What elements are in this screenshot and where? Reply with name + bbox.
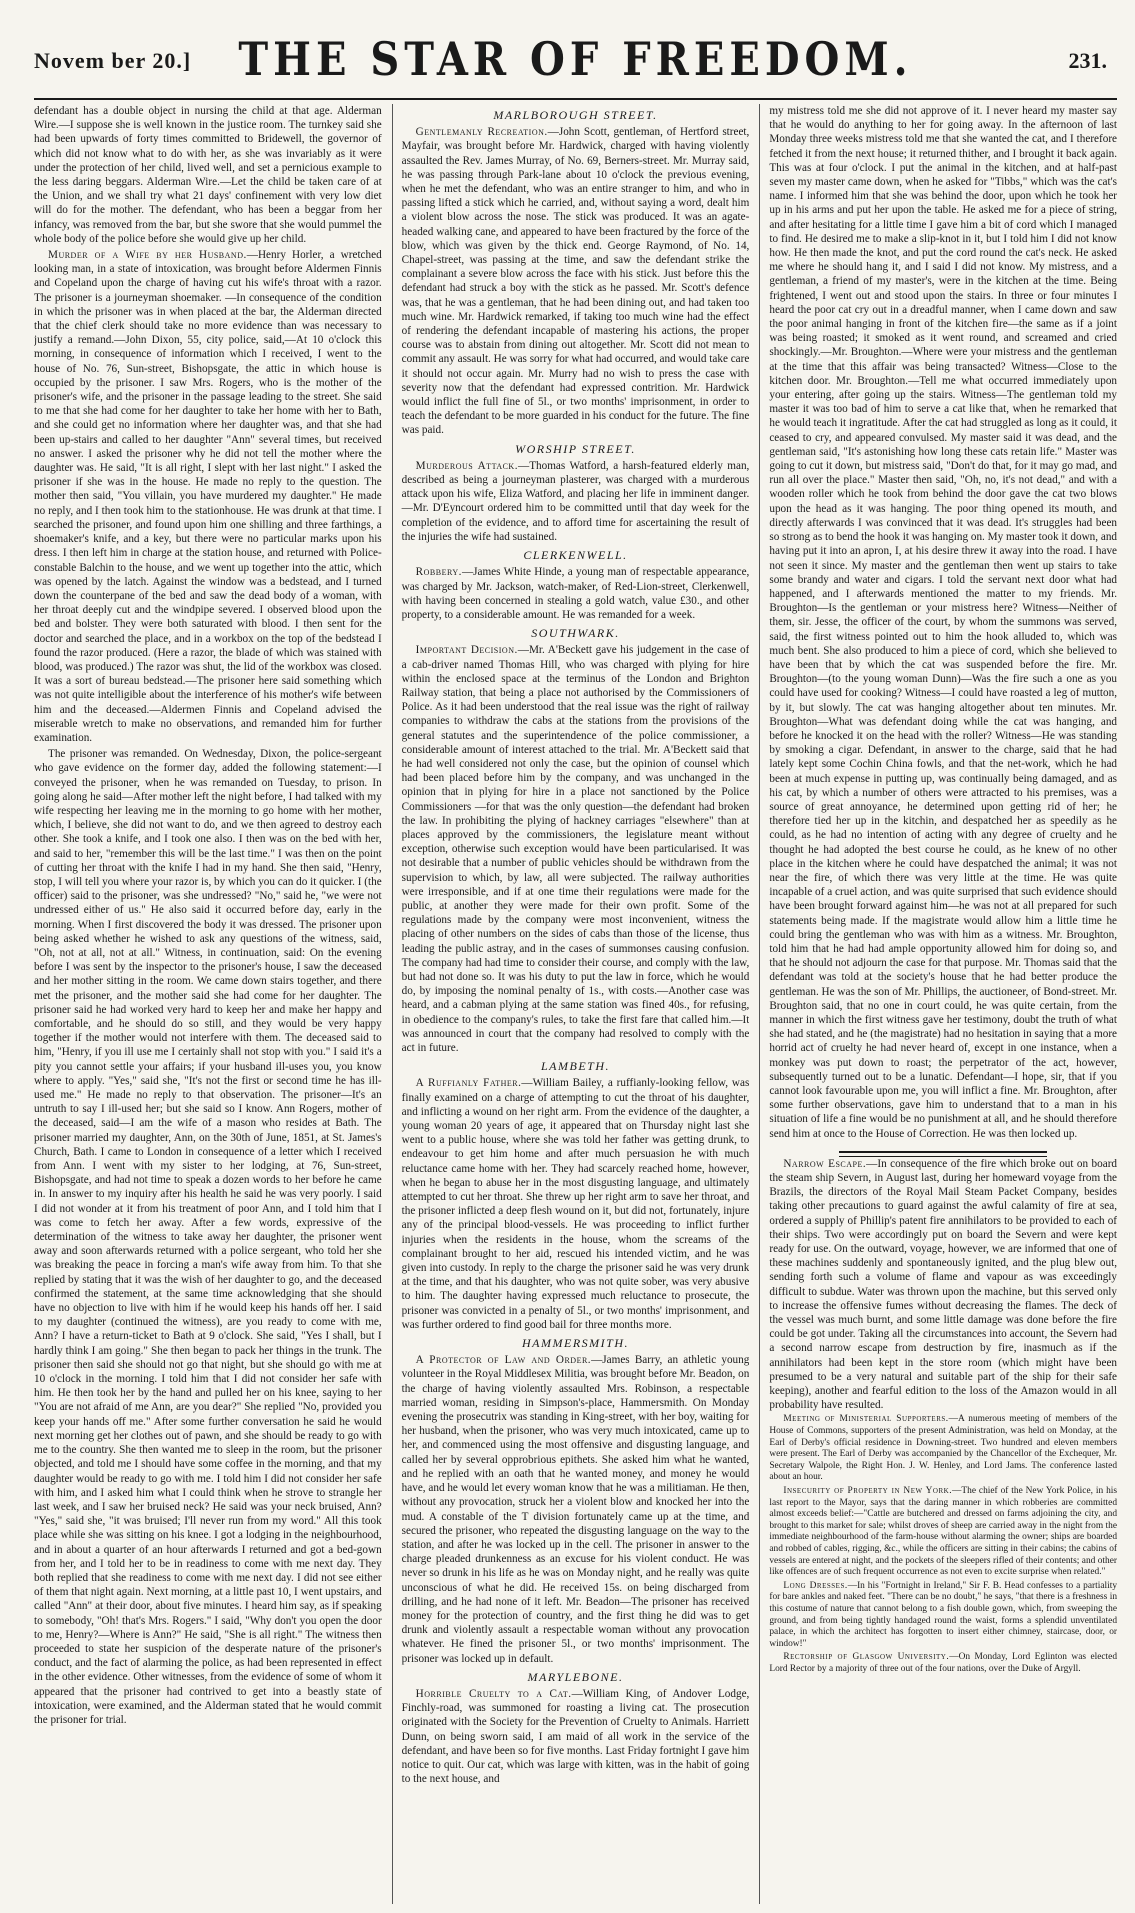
paragraph: The prisoner was remanded. On Wednesday, Dixon, the police-sergeant who gave evidence on the former day, added the following statement:—I conveyed the prisoner, when he was remanded on Tuesday, to prison. In going along he said—After mother left the night before, I had talked with my wife respecting her leaving me in the morning to go home with her mother, which, I believe, she did not want to do, and we then agreed to destroy each other. She took a knife, and I took one also. I then was on the bed with her, and said to her, "remember this will be the last time." I was then on the point of cutting her throat with the knife I had in my hand. She then said, "Henry, stop, I will tell you where your razor is, by which you can do it quicker. I (the officer) said to the prisoner, was she undressed? "No," said he, "we were not undressed either of us." He also said it occurred before day, early in the morning. When I first discovered the body it was dressed. The prisoner upon being asked whether he wished to ask any questions of the witness, said, "Oh, not at all, not at all." Witness, in continuation, said: On the evening before I was sent by the inspector to the prisoner's house, I saw the deceased and her mother sitting in the room. We came down stairs together, and there met the prisoner, and the mother said she had come for her daughter. The prisoner said he had worked very hard to keep her and make her happy and comfortable, and he should do so still, and they would be very happy together if the mother would not interfere with them. The deceased said to him, "Henry, if you ill use me I certainly shall not stop with you." I said it's a pity you cannot settle your affairs; if your husband ill-uses you, you know where to apply. "Yes," said she, "It's not the first or second time he has ill-used me." He made no reply to that observation. The prisoner—It's an untruth to say I ill-used her; but she said so I know. Ann Rogers, mother of the deceased, said—I am the wife of a mason who resides at Bath. The prisoner married my daughter, Ann, on the 30th of June, 1851, at St. James's Church, Bath. I came to London in consequence of a letter which I received from Ann. I went with my sister to her lodging, at 76, Sun-street, Bishopsgate, and had not time to speak a dozen words to her before he came in. In answer to my inquiry after his health he said he was very poorly. I said I did not wonder at it from his treatment of poor Ann, and I told him that I was come to fetch her away. After a few words, expressive of the determination of the witness to take away her daughter, the prisoner went away and soon afterwards returned with a police sergeant, who told her she was breaking the peace in forcing a man's wife away from him. To that she replied by stating that it was the wish of her daughter to go, and the deceased confirmed the statement, at the same time acknowledging that she should have no objection to live with him if he would keep his hands off her. I said to my daughter (continued the witness), are you ready to come with me, Ann? I have a return-ticket to Bath at 9 o'clock. She said, "Yes I shall, but I hardly think I am going." She then began to pack her things in the trunk. The prisoner then said she should not go that night, but she should go with me at 10 o'clock in the morning. I told him that I did not consider her safe with him. He then took her by the hand and pulled her on his knee, saying to her "You are not afraid of me Ann, are you dear?" She replied "No, provided you keep your hands off me." After some further conversation he said he would next morning get her clothes out of pawn, and she should be ready to go with me to the country. She then wanted me to sleep in the room, but the prisoner objected, and told me I should have some coffee in the morning, and that my daughter would be ready to go with me. I told him I did not consider her safe with him, and I asked him what I could think when he strove to strangle her last week, and I saw her bruised neck? He said was your neck bruised, Ann? "Yes," said she, "it was bruised; I'll never run from my word." All this took place while she was sitting on his knee. I got a lodging in the neighbourhood, and in about a quarter of an hour afterwards I returned and got a bed-gown from her, and I told her to be in readiness to come with me next day. They both replied that she readiness to come with me next day. I did not see either of them that night again. Next morning, at a little past 10, I went upstairs, and called "Ann" at their door, about five minutes. I heard him say, as if speaking to somebody, "Oh! that's Mrs. Rogers." I said, "Why don't you open the door to me, Henry?—Where is Ann?" He said, "She is all right." The witness then proceeded to state her suspicion of the desperate nature of the prisoner's conduct, and the fact of alarming the police, as had been represented in effect in the other evidence. Other witnesses, from the evidence of some of whom it appeared that the prisoner had contrived to get into a beastly state of intoxication, were examined, and the Alderman stated that he would commit the prisoner for trial. xyxy=(34,748,382,1726)
article-body: —In consequence of the fire which broke out on board the steam ship Severn, in August last, during her homeward voyage from the Brazils, the directors of the Royal Mail Steam Packet Company, besides taking other precautions to guard against the awful calamity of fire at sea, ordered a supply of Phillip's patent fire annihilators to be provided to each of their ships. Two were accordingly put on board the Severn and were kept ready for use. On the outward, voyage, however, we are informed that one of these machines suddenly and spontaneously ignited, and the plug blew out, sending forth such a volume of flame and vapour as was exceedingly difficult to subdue. Water was thrown upon the machine, but this served only to increase the offensive fumes without decreasing the flames. The deck of the vessel was much burnt, and some little damage was done before the fire could be got under. Taking all the circumstances into account, the Severn had a second narrow escape from destruction by fire, inasmuch as if the annihilators had been kept in the store room (which might have been presumed to be a very natural and suitable part of the ship for their safe keeping), another and fearful edition to the loss of the Amazon would in all probability have resulted. xyxy=(769,1157,1118,1412)
issue-date: Novem ber 20.] xyxy=(34,48,192,73)
column-1 xyxy=(34,104,382,1904)
article-lead: Insecurity of Property in New York. xyxy=(783,1486,953,1497)
article-body: —In his "Fortnight in Ireland," Sir F. B. Head confesses to a partiality for bare ankles and naked feet. "There can be no doubt," he says, "that there is a freshness in this costume of nature that cannot belong to a fish double gown, which, from sweeping the ground, and from being tightly handaged round the waist, forms a splendid unventilated palace, in which the architect has forgotten to insert either chimney, staircase, door, or window!" xyxy=(769,1580,1118,1649)
article xyxy=(769,1157,1117,1413)
article-lead: Murder of a Wife by her Husband. xyxy=(48,249,247,262)
paragraph: my mistress told me she did not approve of it. I never heard my master say that he would do anything to her for going away. In the afternoon of last Monday three weeks mistress told me that she wanted the cat, and I therefore fetched it from the next house; it returned thither, and I brought it back again. This was at four o'clock. I put the animal in the kitchen, and at half-past seven my master came down, when he asked for "Tibbs," which was the cat's name. I informed him that she was behind the door, upon which he took her up in his arms and put her upon the table. He asked me for a piece of string, and after hesitating for a little time I gave him a bit of cord which I managed to find. He desired me to make a slip-knot in it, but I told him I did not know how. He then made the knot, and put the cord round the cat's neck. He asked me where he should hang it, and I said I did not know. My mistress, and a gentleman, a friend of my master's, were in the kitchen at the time. Being frightened, I went out and stood upon the stairs. In three or four minutes I heard the poor cat cry out in a dreadful manner, when I came down and saw the poor animal hanging in front of the kitchen fire—the same as if a joint was being roasted; it smoked as it went round, and screamed and cried shockingly.—Mr. Broughton.—Where were your mistress and the gentleman at the time that this affair was being transacted? Witness—Close to the kitchen door. Mr. Broughton.—Tell me what occurred immediately upon your entering, after going up the stairs. Witness—The gentleman told my master it was too bad of him to serve a cat like that, when he remarked that he would teach it ingratitude. After the cat had struggled as long as it could, it ceased to cry, and appeared convulsed. My master said it was dead, and the gentleman said, "It's astonishing how long these cats retain life." Master was going to cut it down, but mistress said, "Don't do that, for it may go mad, and run all over the place." Master then said, "Oh, no, it's not dead," and with a wooden roller which he took from behind the door gave the cat two blows upon the head as it was hanging. The poor thing opened its mouth, and directly afterwards I was convinced that it was dead. It's struggles had been so strong as to bend the hook it was hanging on. My master took it down, and having put it into an apron, I, at his desire threw it away into the road. I have not seen it since. My master and the gentleman then went up stairs to take some brandy and water and cigars. I told the servant next door what had happened, and I afterwards mentioned the matter to my friends. Mr. Broughton—Is the gentleman or your mistress here? Witness—Neither of them, sir. Jesse, the officer of the court, by whom the summons was served, said, the first witness pointed out to him the hook alluded to, which was much bent. She also produced to him a piece of cord, which she believed to have been that by which the cat was suspended before the fire. Mr. Broughton—(to the young woman Dunn)—Was the fire such a one as you could have used for cooking? Witness—I could have roasted a leg of mutton, by it, but slowly. The cat was hanging altogether about ten minutes. Mr. Broughton—What was defendant doing while the cat was hanging, and before he knocked it on the head with the roller? Witness—He was standing by smoking a cigar. Defendant, in answer to the charge, said that he had lately kept some Cochin China fowls, and that the net-work, which he had been at much expense in putting up, was continually being damaged, and as his cat, by which a number of others were attracted to his premises, was a source of great annoyance, he determined upon getting rid of her; he therefore tied her up in the kitchin, and despatched her as speedily as he could, as he had no intention of acting with any degree of cruelty and he thought he had adopted the best course he could, as he knew of no other place in the kitchen where he could have despatched the animal; it was not near the fire, of which there was very little at the time. He was quite incapable of a cruel action, and was quite surprised that such evidence should have been brought forward against him—he was not at all prepared for such statements being made. If the magistrate would allow him a little time he could bring the gentleman who was with him as a witness. Mr. Broughton, told him that he had had ample opportunity allowed him for doing so, and that he should not adjourn the case for that purpose. Mr. Thomas said that the defendant was told at the society's house that he had better produce the gentleman. He was the son of Mr. Phillips, the auctioneer, of Bond-street. Mr. Broughton said, that no one in court could, he was quite certain, from the manner in which the first witness gave her testimony, doubt the truth of what she had stated, and he (the magistrate) had no hesitation in saying that a more horrid act of cruelty he had never heard of, except in one instance, when a monkey was put down to roast; the perpetrator of the act, however, subsequently turned out to be a lunatic. Defendant—I hope, sir, that if you cannot look favourable upon me, you will inflict a fine. Mr. Broughton, after some further observations, gave him to understand that to a man in his situation of life a fine would be no punishment at all, and he should therefore send him at once to the House of Correction. He was then locked up. xyxy=(769,105,1118,1140)
page-number: 231. xyxy=(1068,48,1107,73)
section-heading: CLERKENWELL. xyxy=(523,548,628,563)
article-body: —On Monday, Lord Eglinton was elected Lord Rector by a majority of three out of the four nations, over the Duke of Argyll. xyxy=(769,1652,1118,1674)
article-body: —James Barry, an athletic young volunteer in the Royal Middlesex Militia, was brought before Mr. Beadon, on the charge of having violently assaulted Mrs. Robinson, a respectable married woman, residing in Simpson's-place, Hammersmith. On Monday evening the prosecutrix was standing in King-street, with her boy, waiting for her husband, when the prisoner, who was very much intoxicated, came up to her, and commenced using the most offensive and disgusting language, and called her by several opprobrious epithets. She asked him what he wanted, and he replied with an oath that he wanted money, and money he would have, and he would let every woman know that he was a militiaman. He then, without any provocation, struck her a violent blow and knocked her into the mud. A constable of the T division fortunately came up at the time, and secured the prisoner, who repeated the disgusting language on the way to the station, and after he was locked up in the cell. The prisoner in answer to the charge pleaded drunkenness as an excuse for his violent conduct. He was never so drunk in his life as he was on Monday night, and he really was quite unconscious of what he did. He received 15s. on being discharged from drilling, and he had none of it left. Mr. Beadon—The prisoner has received money for the protection of country, and the first thing he did was to get drunk and violently assault a respectable woman without any provocation whatever. He fined the prisoner 5l., or two months' imprisonment. The prisoner was locked up in default. xyxy=(401,1354,750,1665)
article xyxy=(402,125,750,437)
article-lead: Important Decision. xyxy=(415,644,518,657)
article xyxy=(402,1076,750,1332)
article-lead: Horrible Cruelty to a Cat. xyxy=(415,1687,572,1700)
article xyxy=(769,1486,1117,1579)
columns xyxy=(34,104,1117,1904)
article-lead: Meeting of Ministerial Supporters. xyxy=(783,1414,949,1425)
article-body: —Mr. A'Beckett gave his judgement in the case of a cab-driver named Thomas Hill, who was charged with plying for hire within the enclosed space at the terminus of the London and Brighton Railway station, that being a place not authorised by the Commissioners of Police. As it had been understood that the real issue was the right of railway companies to withdraw the cabs at the stations from the provisions of the general statutes and the superintendence of the police commissioner, a considerable amount of interest attached to the trial. Mr. A'Beckett said that he had well considered not only the case, but the opinion of counsel which had been placed before him by the company, and was unchanged in the opinion that in plying for hire in a place not sanctioned by the Police Commissioners —for that was the only question—the defendant had broken the law. In prohibiting the plying of hackney carriages "elsewhere" than at places approved by the commissioners, the legislature meant without exception, otherwise such exception would have been particularised. It was not desirable that a number of public vehicles should be withdrawn from the supervision to which, by law, all were subjected. The railway authorities were irresponsible, and if at one time their regulations were made for the public, at another they were made for their own profit. Some of the regulations made by the company were most inconvenient, witness the placing of other numbers on the sides of cabs than those of the license, thus leading the public astray, and in the cases of summonses causing confusion. The company had had time to consider their course, and comply with the law, but had not done so. It was his duty to put the law in force, which he would do, by imposing the nominal penalty of 1s., with costs.—Another case was heard, and a cabman plying at the same station was fined 40s., for refusing, in obedience to the company's rules, to take the first fare that called him.—It was announced in court that the company had resolved to comply with the act in future. xyxy=(401,644,750,1054)
article-body: —James White Hinde, a young man of respectable appearance, was charged by Mr. Jackson, watch-maker, of Red-Lion-street, Clerkenwell, with having been concerned in stealing a gold watch, value £30., and other property, to a considerable amount. He was remanded for a week. xyxy=(401,566,750,621)
article-body: —William King, of Andover Lodge, Finchly-road, was summoned for roasting a living cat. The prosecution originated with the Society for the Prevention of Cruelty to Animals. Harriett Dunn, on being sworn said, I am maid of all work in the service of the defendant, and have been so for five months. Last Friday fortnight I gave him notice to quit. Our cat, which was large with kitten, was in the habit of going to the next house, and xyxy=(401,1687,750,1786)
article-lead: Murderous Attack. xyxy=(415,459,519,472)
article-body: —John Scott, gentleman, of Hertford street, Mayfair, was brought before Mr. Hardwick, charged with having violently assaulted the Rev. James Murray, of No. 69, Berners-street. Mr. Murray said, he was passing through Park-lane about 10 o'clock the previous evening, when he met the defendant, who was an entire stranger to him, and who in passing lifted a stick which he carried, and, without saying a word, dealt him a violent blow across the nose. The stick was produced. It was an agate-headed walking cane, and appeared to have been fractured by the force of the blow, which was given by the thick end. George Raymond, of No. 14, Chapel-street, was passing at the time, and saw the defendant strike the complainant a severe blow across the face with his stick. Just before this the defendant had struck a boy with the stick as he passed. Mr. Scott's defence was, that he was a gentleman, that he had been dining out, and had taken too much wine. Mr. Hardwick remarked, if taking too much wine had the effect of rendering the defendant incapable of mastering his actions, the proper course was to abstain from dining out altogether. Mr. Scott did not mean to commit any assault. He was sorry for what had occurred, and would take care it should not occur again. Mr. Murry had no wish to press the case with severity now that the defendant had expressed contrition. Mr. Hardwick would inflict the full fine of 5l., or two months' imprisonment, in order to teach the defendant to be more guarded in his conduct for the future. The fine was paid. xyxy=(401,126,750,437)
article-body: —A numerous meeting of members of the House of Commons, supporters of the present Administration, was held on Monday, at the Earl of Derby's official residence in Downing-street. Two hundred and eleven members were present. The Earl of Derby was accompanied by the Chancellor of the Exchequer, Mr. Secretary Walpole, the Right Hon. J. W. Henley, and Lord Jams. The conference lasted about an hour. xyxy=(769,1414,1118,1483)
article xyxy=(769,1652,1117,1675)
section-heading: MARLBOROUGH STREET. xyxy=(493,108,658,122)
masthead xyxy=(34,34,1117,100)
article xyxy=(402,459,750,544)
article xyxy=(769,1414,1117,1484)
section-heading: MARYLEBONE. xyxy=(527,1669,624,1684)
article-body: —Thomas Watford, a harsh-featured elderly man, described as being a journeyman plasterer, was charged with a murderous attack upon his wife, Eliza Watford, and placing her life in imminent danger.—Mr. D'Eyncourt ordered him to be committed until that day week for the completion of the evidence, and to afford time for ascertaining the result of the injuries the wife had sustained. xyxy=(401,459,750,543)
article-body: —The chief of the New York Police, in his last report to the Mayor, says that the daring manner in which robberies are committed almost exceeds belief:—"Cattle are butchered and dressed on farms adjoining the city, and brought to this market for sale; whilst droves of sheep are carried away in the night from the immediate neighbourhood of the farm-house without alarming the owner; ships are boarded and robbed of cables, rigging, &c., while the officers are sitting in their cabins; the cabins of vessels are entered at night, and the pockets of the sleepers rifled of their contents; and other like offences are of such frequent occurrence as not even to excite surprise when related." xyxy=(769,1486,1118,1578)
article-lead: A Protector of Law and Order. xyxy=(415,1354,592,1367)
section-heading: LAMBETH. xyxy=(541,1059,610,1074)
article-body: —Henry Horler, a wretched looking man, in a state of intoxication, was brought before Aldermen Finnis and Copeland upon the charge of having cut his wife's throat with a razor. The prisoner is a journeyman shoemaker. —In consequence of the condition in which the prisoner was in when placed at the bar, the Alderman directed that the chief clerk should take no more evidence than was necessary to justify a remand.—John Dixon, 55, city police, said,—At 10 o'clock this morning, in consequence of information which I received, I went to the house of No. 76, Sun-street, Bishopsgate, the attic in which house is occupied by the prisoner. I saw Mrs. Rogers, who is the mother of the prisoner's wife, and the prisoner in the passage leading to the street. She said to me that she had come for her daughter to take her home with her to Bath, and she could get no information where her daughter was, and that she had been up-stairs and called to her daughter "Ann" several times, but received no answer. I asked the prisoner why he did not tell the mother where the daughter was. He said, "It is all right, I slept with her last night." I asked the prisoner if she was in the house. He made no reply to the question. The mother then said, "You villain, you have murdered my daughter." He made no reply, and I then took him to the stationhouse. He was drunk at that time. I searched the prisoner, and found upon him one shilling and three farthings, a shoemaker's knife, and a key, but there were no particular marks upon his dress. I then left him in charge at the station house, and returned with Police-constable Balchin to the house, and we went up together into the attic, which was opened by the latch. Against the window was a bedstead, and I turned down the counterpane of the bed and saw the dead body of a woman, with her throat deeply cut and the windpipe severed. I observed blood upon the bed and bolster. They were both saturated with blood. I then sent for the doctor and searched the place, and in a workbox on the top of the bedstead I found the razor produced. (Here a razor, the blade of which was stained with blood, was produced.) The razor was shut, the lid of the workbox was closed. It was a sort of bureau bedstead.—The prisoner here said something which was not quite intelligible about the interference of his mother's wife between him and the deceased.—Aldermen Finnis and Copeland advised the miserable wretch to make no observations, and remanded him for further examination. xyxy=(34,249,382,744)
column-2 xyxy=(392,104,750,1904)
article-lead: A Ruffianly Father. xyxy=(415,1077,522,1090)
article xyxy=(402,1353,750,1665)
paragraph: defendant has a double object in nursing the child at that age. Alderman Wire.—I suppose she is well known in the justice room. The turnkey said she had been upwards of forty times committed to Bridewell, the governor of which did not know what to do with her, as she was invariably as it were under the protection of her child, lived well, and set a pernicious example to the less daring beggars. Alderman Wire.—Let the child be taken care of at the Union, and we shall try what 21 days' confinement with very low diet will do for the mother. The defendant, who has been a beggar from her infancy, was removed from the bar, but she swore that she would pummel the whole body of the police before she would give up her child. xyxy=(34,105,382,245)
article xyxy=(402,643,750,1055)
article-lead: Long Dresses. xyxy=(783,1580,848,1591)
article xyxy=(769,1581,1117,1651)
newspaper-title: THE STAR OF FREEDOM. xyxy=(238,32,913,87)
article-body: —William Bailey, a ruffianly-looking fellow, was finally examined on a charge of attempting to cut the throat of his daughter, and inflicting a wound on her right arm. From the evidence of the daughter, a young woman 20 years of age, it appeared that on Thursday night last she went to a public house, where she was told her father was getting drunk, to endeavour to get him home and after much persuasion he with much reluctance came home with her. They had scarcely reached home, however, when he began to abuse her in the most disgusting language, and ultimately attempted to cut her throat. She threw up her right arm to save her throat, and the prisoner inflicted a deep flesh wound on it, but did not, fortunately, injure any of the principal blood-vessels. He was proceeding to inflict further injuries when the residents in the house, whom the screams of the complainant brought to her aid, rescued his intended victim, and he was given into custody. In reply to the charge the prisoner said he was very drunk at the time, and that his daughter, who was not quite sober, was very abusive to him. The daughter having expressed much reluctance to prosecute, the prisoner was convicted in a penalty of 5l., or two months' imprisonment, and was further ordered to find good bail for three months more. xyxy=(401,1077,750,1331)
article-lead: Narrow Escape. xyxy=(783,1157,867,1170)
column-3 xyxy=(759,104,1117,1904)
article-murder xyxy=(34,248,382,745)
article-lead: Gentlemanly Recreation. xyxy=(415,126,548,139)
section-heading: WORSHIP STREET. xyxy=(515,441,636,456)
section-heading: SOUTHWARK. xyxy=(531,626,620,641)
article-lead: Rectorship of Glasgow University. xyxy=(783,1652,950,1663)
article-lead: Robbery. xyxy=(415,566,462,579)
article xyxy=(402,1687,750,1786)
article xyxy=(402,565,750,622)
section-heading: HAMMERSMITH. xyxy=(522,1336,629,1351)
